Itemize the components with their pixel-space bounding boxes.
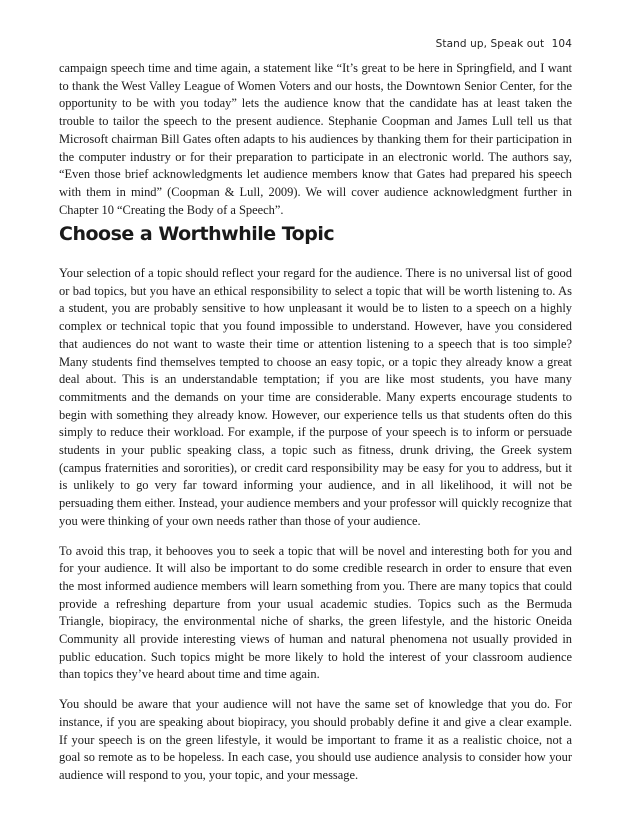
page-number: 104 bbox=[551, 38, 572, 50]
running-header bbox=[436, 38, 572, 50]
running-title: Stand up, Speak out bbox=[435, 38, 545, 50]
section-body bbox=[59, 265, 572, 785]
body-paragraph-1: Your selection of a topic should reflect your regard for the audience. There is no universal list of good or bad topics, but you have an ethical responsibility to select a topic that will be worth listening to. As a student, you are probably sensitive to how unpleasant it would be to listen to a speech on a highly complex or technical topic that you found impossible to understand. However, have you considered that audiences do not want to waste their time or attention listening to a speech that is too simple? Many students find themselves tempted to choose an easy topic, or a topic they already know a great deal about. This is an understandable temptation; if you are like most students, you have many commitments and the demands on your time are considerable. Many experts encourage students to begin with something they already know. However, our experience tells us that students often do this simply to reduce their workload. For example, if the purpose of your speech is to inform or persuade students in your public speaking class, a topic such as fitness, drunk driving, the Greek system (campus fraternities and sororities), or credit card responsibility may be easy for you to address, but it is unlikely to go very far toward informing your audience, and in all likelihood, it will not be persuading them either. Instead, your audience members and your professor will quickly recognize that you were thinking of your own needs rather than those of your audience. bbox=[59, 266, 572, 528]
section-heading: Choose a Worthwhile Topic bbox=[59, 223, 335, 245]
body-paragraph-3: You should be aware that your audience will not have the same set of knowledge that you do. For instance, if you are speaking about biopiracy, you should probably define it and give a clear example. If your speech is on the green lifestyle, it would be important to frame it as a realistic choice, not a goal so remote as to be hopeless. In each case, you should use audience analysis to consider how your audience will respond to you, your topic, and your message. bbox=[59, 697, 572, 782]
intro-block bbox=[59, 60, 572, 219]
body-paragraph-2: To avoid this trap, it behooves you to seek a topic that will be novel and interesting both for you and for your audience. It will also be important to do some credible research in order to ensure that even the most informed audience members will learn something from you. There are many topics that could provide a refreshing departure from your usual academic studies. Topics such as the Bermuda Triangle, biopiracy, the environmental niche of sharks, the green lifestyle, and the historic Oneida Community all provide interesting views of human and natural phenomena not usually provided in public education. Such topics might be more likely to hold the interest of your classroom audience than topics they’ve heard about time and time again. bbox=[59, 543, 572, 682]
intro-paragraph: campaign speech time and time again, a statement like “It’s great to be here in Springfield, and I want to thank the West Valley League of Women Voters and our hosts, the Downtown Senior Center, for the opportunity to be with you today” lets the audience know that the candidate has at least taken the trouble to tailor the speech to the present audience. Stephanie Coopman and James Lull tell us that Microsoft chairman Bill Gates often adapts to his audiences by thanking them for their participation in the computer industry or for their preparation to participate in an electronic world. The authors say, “Even those brief acknowledgments let audience members know that Gates had prepared his speech with them in mind” (Coopman & Lull, 2009). We will cover audience acknowledgment further in Chapter 10 “Creating the Body of a Speech”. bbox=[59, 61, 572, 217]
